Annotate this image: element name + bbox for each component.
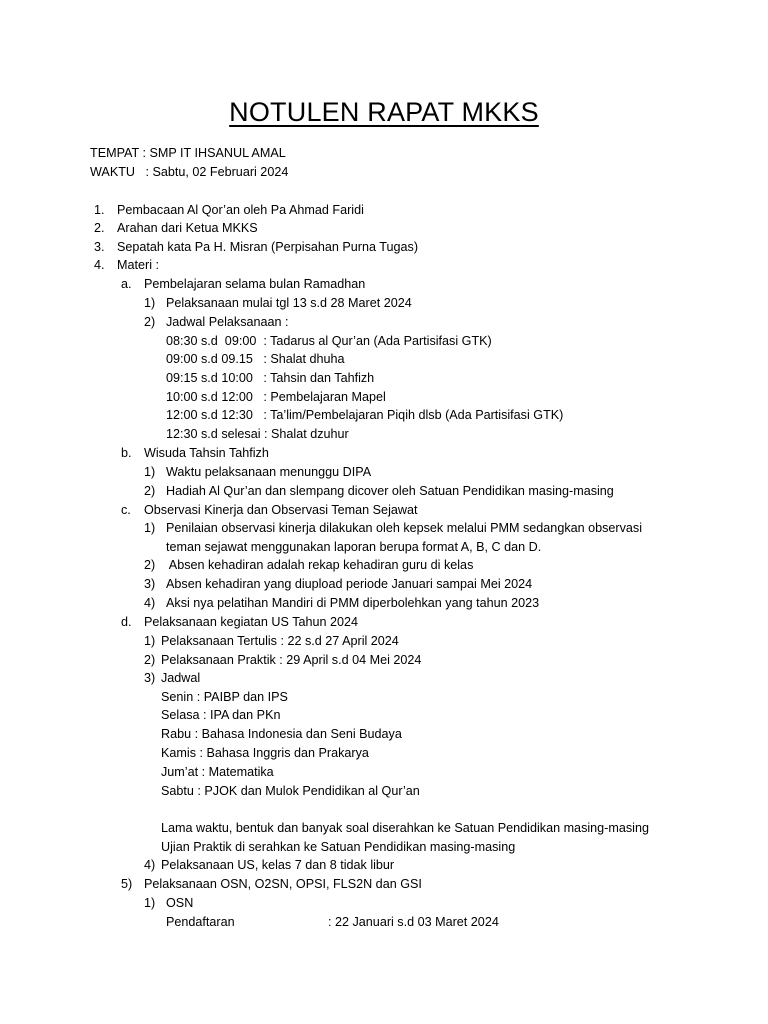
note-line: Lama waktu, bentuk dan banyak soal diserahkan ke Satuan Pendidikan masing-masing — [161, 821, 649, 835]
document-title: NOTULEN RAPAT MKKS — [229, 97, 539, 127]
jadwal-row: Kamis : Bahasa Inggris dan Prakarya — [161, 746, 369, 760]
subitem-number: 1) — [144, 634, 156, 648]
note-line: Ujian Praktik di serahkan ke Satuan Pendidikan masing-masing — [161, 840, 516, 854]
jadwal-row: Selasa : IPA dan PKn — [161, 708, 281, 722]
section-marker: b. — [121, 446, 132, 460]
meta-tempat: TEMPAT : SMP IT IHSANUL AMAL — [90, 146, 286, 160]
jadwal-row: Sabtu : PJOK dan Mulok Pendidikan al Qur’an — [161, 784, 420, 798]
subitem-number: 3) — [144, 671, 156, 685]
subitem-number: 1) — [144, 896, 156, 910]
section-heading: Pelaksanaan kegiatan US Tahun 2024 — [144, 615, 359, 629]
jadwal-row: Jum’at : Matematika — [161, 765, 274, 779]
subitem-number: 3) — [144, 577, 156, 591]
subitem-text: Jadwal Pelaksanaan : — [166, 315, 289, 329]
subitem-number: 2) — [144, 315, 156, 329]
subitem-text: OSN — [166, 896, 194, 910]
subitem-text-continued: teman sejawat menggunakan laporan berupa format A, B, C dan D. — [166, 540, 542, 554]
agenda-number: 3. — [94, 240, 105, 254]
agenda-number: 4. — [94, 258, 105, 272]
schedule-row: 12:30 s.d selesai : Shalat dzuhur — [166, 427, 349, 441]
jadwal-row: Senin : PAIBP dan IPS — [161, 690, 288, 704]
section-heading: Pelaksanaan OSN, O2SN, OPSI, FLS2N dan GSI — [144, 877, 422, 891]
section-heading: Observasi Kinerja dan Observasi Teman Sejawat — [144, 503, 418, 517]
section-heading: Wisuda Tahsin Tahfizh — [144, 446, 269, 460]
subitem-number: 2) — [144, 558, 156, 572]
jadwal-row: Rabu : Bahasa Indonesia dan Seni Budaya — [161, 727, 402, 741]
subitem-number: 1) — [144, 296, 156, 310]
subitem-text: Waktu pelaksanaan menunggu DIPA — [166, 465, 372, 479]
section-marker: 5) — [121, 877, 133, 891]
pendaftaran-label: Pendaftaran — [166, 915, 235, 929]
section-marker: d. — [121, 615, 132, 629]
subitem-number: 2) — [144, 484, 156, 498]
subitem-text: Penilaian observasi kinerja dilakukan oleh kepsek melalui PMM sedangkan observasi — [166, 521, 643, 535]
meta-waktu: WAKTU : Sabtu, 02 Februari 2024 — [90, 165, 289, 179]
subitem-text: Pelaksanaan US, kelas 7 dan 8 tidak libur — [161, 858, 395, 872]
subitem-text: Jadwal — [161, 671, 201, 685]
pendaftaran-value: : 22 Januari s.d 03 Maret 2024 — [328, 915, 499, 929]
schedule-row: 12:00 s.d 12:30 : Ta’lim/Pembelajaran Piqih dlsb (Ada Partisifasi GTK) — [166, 408, 564, 422]
subitem-number: 1) — [144, 465, 156, 479]
section-marker: c. — [121, 503, 131, 517]
agenda-number: 2. — [94, 221, 105, 235]
subitem-text: Pelaksanaan Tertulis : 22 s.d 27 April 2024 — [161, 634, 399, 648]
agenda-item: Arahan dari Ketua MKKS — [117, 221, 258, 235]
subitem-text: Absen kehadiran yang diupload periode Januari sampai Mei 2024 — [166, 577, 533, 591]
subitem-number: 4) — [144, 858, 156, 872]
subitem-number: 1) — [144, 521, 156, 535]
agenda-item: Pembacaan Al Qor’an oleh Pa Ahmad Faridi — [117, 203, 364, 217]
agenda-item: Materi : — [117, 258, 159, 272]
agenda-number: 1. — [94, 203, 105, 217]
agenda-item: Sepatah kata Pa H. Misran (Perpisahan Purna Tugas) — [117, 240, 419, 254]
subitem-number: 2) — [144, 653, 156, 667]
subitem-text: Pelaksanaan Praktik : 29 April s.d 04 Mei 2024 — [161, 653, 422, 667]
subitem-text: Pelaksanaan mulai tgl 13 s.d 28 Maret 2024 — [166, 296, 412, 310]
schedule-row: 09:15 s.d 10:00 : Tahsin dan Tahfizh — [166, 371, 375, 385]
subitem-text: Hadiah Al Qur’an dan slempang dicover oleh Satuan Pendidikan masing-masing — [166, 484, 614, 498]
section-marker: a. — [121, 277, 132, 291]
subitem-text: Absen kehadiran adalah rekap kehadiran guru di kelas — [166, 558, 474, 572]
schedule-row: 08:30 s.d 09:00 : Tadarus al Qur’an (Ada Partisifasi GTK) — [166, 334, 492, 348]
subitem-text: Aksi nya pelatihan Mandiri di PMM diperbolehkan yang tahun 2023 — [166, 596, 540, 610]
schedule-row: 10:00 s.d 12:00 : Pembelajaran Mapel — [166, 390, 386, 404]
section-heading: Pembelajaran selama bulan Ramadhan — [144, 277, 366, 291]
subitem-number: 4) — [144, 596, 156, 610]
schedule-row: 09:00 s.d 09.15 : Shalat dhuha — [166, 352, 345, 366]
